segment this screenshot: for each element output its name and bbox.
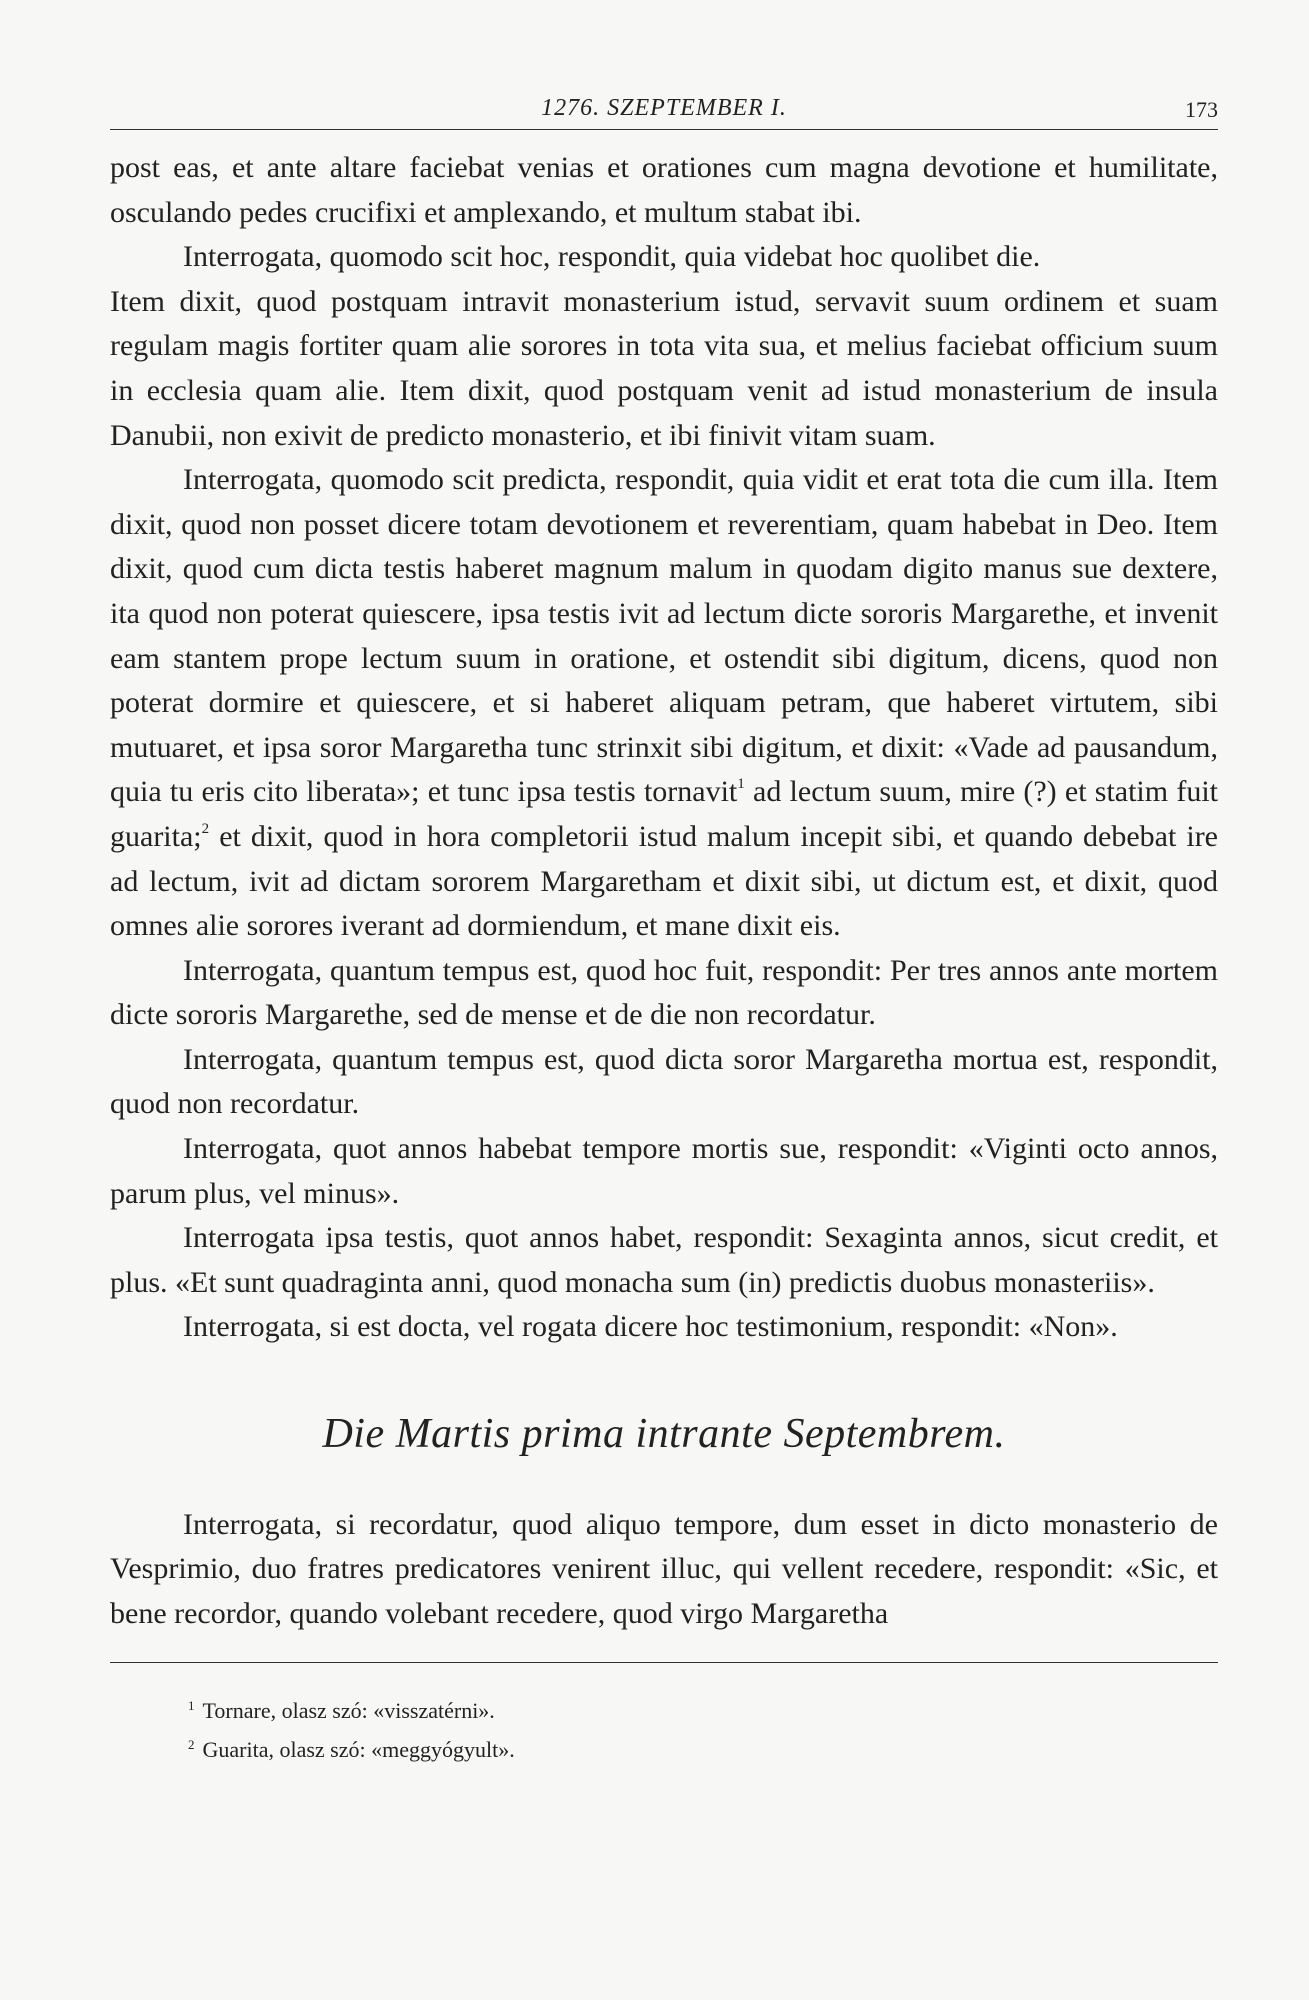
paragraph: Interrogata ipsa testis, quot annos habet, respondit: Sexaginta annos, sicut credit, et plus. «Et sunt quadraginta anni, quod monacha sum (in) predictis duobus monasteriis». — [110, 1221, 1218, 1299]
paragraph: post eas, et ante altare faciebat venias et orationes cum magna devotione et humilitate, osculando pedes crucifixi et amplexando, et multum stabat ibi. — [110, 151, 1218, 229]
footnote — [188, 1689, 1218, 1728]
paragraph: Interrogata, si recordatur, quod aliquo tempore, dum esset in dicto monasterio de Vesprimio, duo fratres predicatores venirent illuc, qui vellent recedere, respondit: «Sic, et bene recordor, quando volebant recedere, quod virgo Margaretha — [110, 1507, 1218, 1630]
paragraph: Item dixit, quod postquam intravit monasterium istud, servavit suum ordinem et suam regulam magis fortiter quam alie sorores in tota vita sua, et melius faciebat officium suum in ecclesia quam alie. Item dixit, quod postquam venit ad istud monasterium de insula Danubii, non exivit de predicto monasterio, et ibi finivit vitam suam. — [110, 284, 1218, 452]
footnote-ref-1[interactable]: 1 — [737, 776, 745, 793]
paragraph-text: Interrogata, quomodo scit predicta, respondit, quia vidit et erat tota die cum illa. Item dixit, quod non posset dicere totam devotionem et reverentiam, quam habebat in Deo. Item dixit, quod cum dicta testis haberet magnum malum in quodam digito manus sue dextere, ita quod non poterat quiescere, ipsa testis ivit ad lectum dicte sororis Margarethe, et invenit eam stantem prope lectum suum in oratione, et ostendit sibi digitum, dicens, quod non poterat dormire et quiescere, et si haberet aliquam petram, que haberet virtutem, sibi mutuaret, et ipsa soror Margaretha tunc strinxit sibi digitum, et dixit: «Vade ad pausandum, quia tu eris cito liberata»; et tunc ipsa testis tornavit — [110, 463, 1218, 809]
footnote-mark: 2 — [188, 1737, 195, 1753]
footnote — [188, 1728, 1218, 1767]
header-title: 1276. SZEPTEMBER I. — [541, 95, 787, 121]
footnote-text: Guarita, olasz szó: «meggyógyult». — [202, 1737, 515, 1763]
paragraph: Interrogata, si est docta, vel rogata dicere hoc testimonium, respondit: «Non». — [183, 1310, 1118, 1344]
paragraph: Interrogata, quantum tempus est, quod hoc fuit, respondit: Per tres annos ante mortem dicte sororis Margarethe, sed de mense et de die non recordatur. — [110, 953, 1218, 1032]
page-number: 173 — [1185, 97, 1218, 122]
paragraph-text: ad lectum suum, mire (?) et statim fuit guarita; — [110, 775, 1218, 853]
paragraph: Interrogata, quantum tempus est, quod dicta soror Margaretha mortua est, respondit, quod non recordatur. — [110, 1042, 1218, 1121]
main-text — [110, 146, 1218, 1636]
footnote-text: Tornare, olasz szó: «visszatérni». — [202, 1698, 495, 1724]
running-header — [110, 95, 1218, 130]
paragraph-text: et dixit, quod in hora completorii istud malum incepit sibi, et quando debebat ire ad lectum, ivit ad dictam sororem Margaretham et dixit sibi, ut dictum est, et dixit, quod omnes alie sorores iverant ad dormiendum, et mane dixit eis. — [110, 819, 1218, 943]
footnotes — [110, 1689, 1218, 1767]
footnote-divider — [110, 1662, 1218, 1663]
section-title: Die Martis prima intrante Septembrem. — [322, 1411, 1006, 1458]
paragraph: Interrogata, quot annos habebat tempore mortis sue, respondit: «Viginti octo annos, parum plus, vel minus». — [110, 1132, 1218, 1210]
footnote-mark: 1 — [188, 1698, 195, 1714]
document-page — [110, 95, 1218, 1767]
paragraph — [110, 458, 1218, 949]
paragraph: Interrogata, quomodo scit hoc, respondit, quia videbat hoc quolibet die. — [183, 240, 1041, 274]
footnote-ref-2[interactable]: 2 — [201, 820, 210, 837]
